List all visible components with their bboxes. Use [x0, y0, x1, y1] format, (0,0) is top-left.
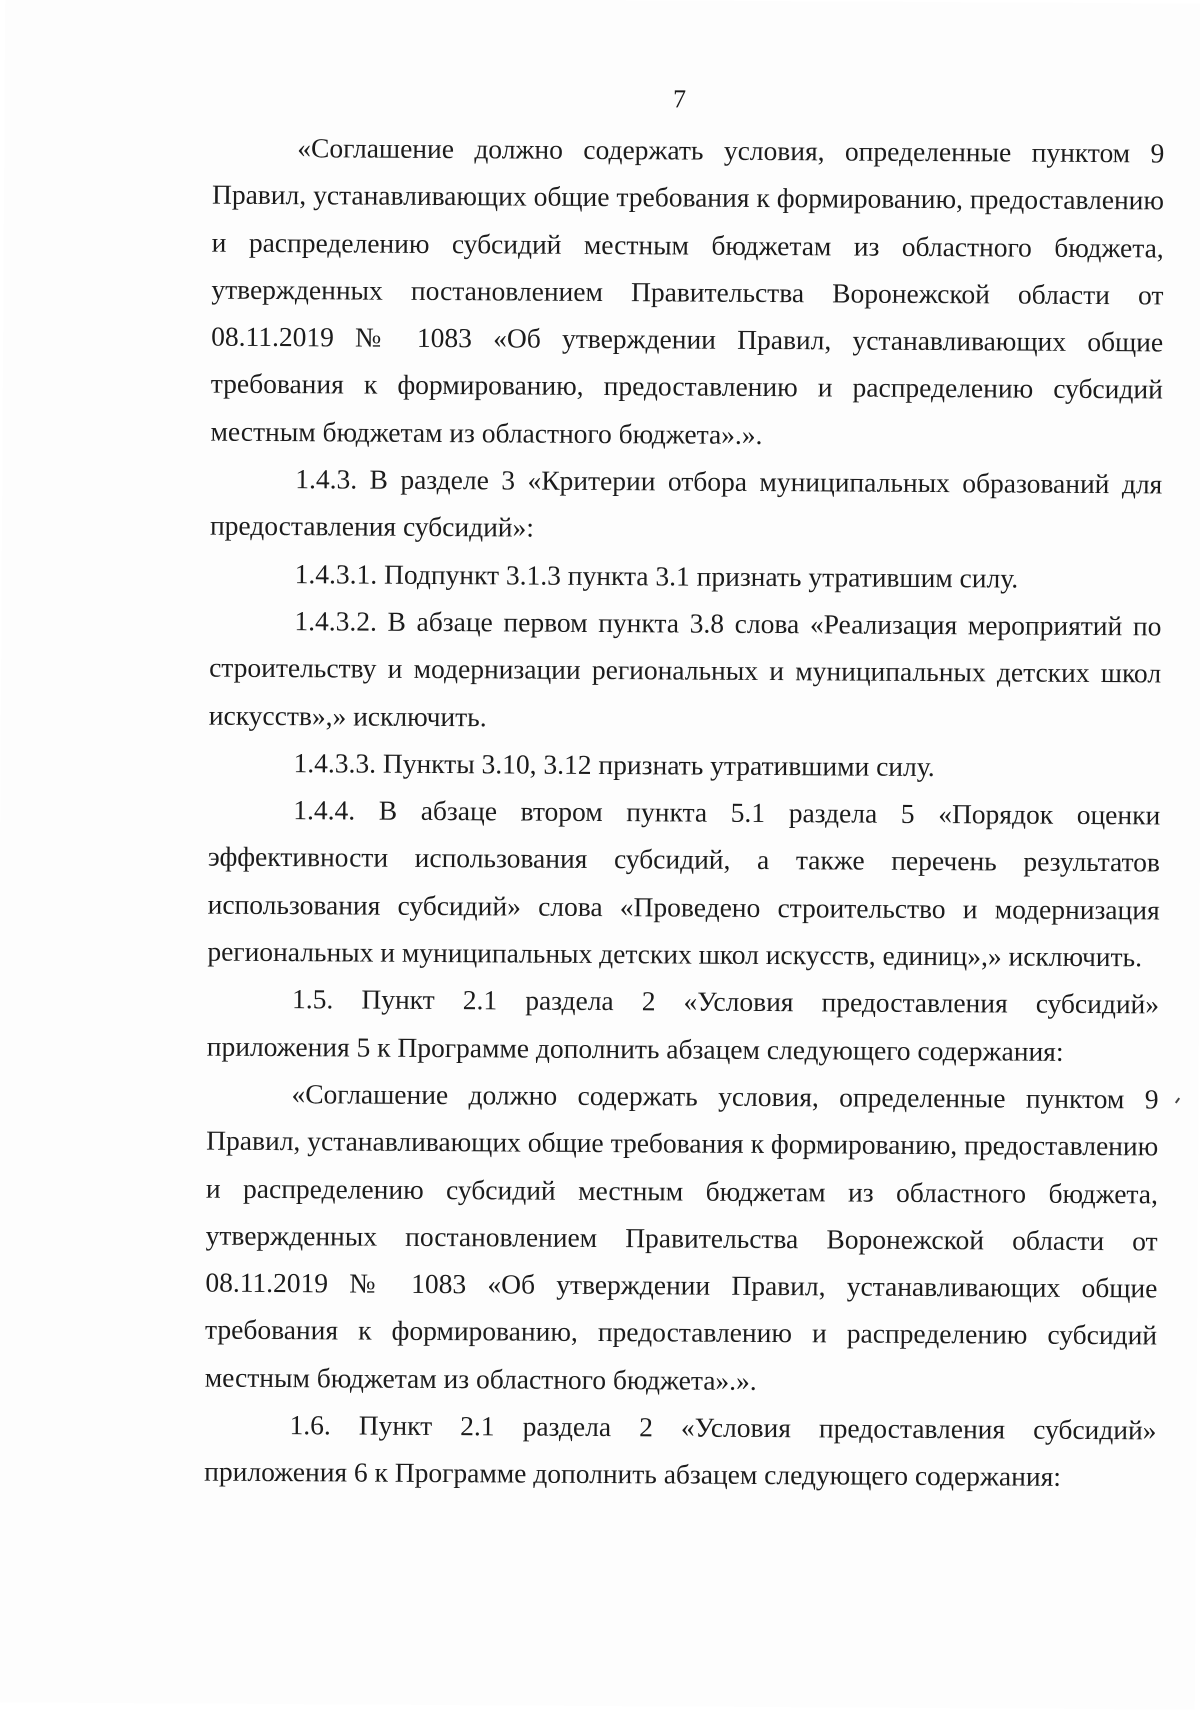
paragraph-agreement-clause-1: «Соглашение должно содержать условия, определенные пунктом 9 Правил, устанавливающих общие требования к формированию, предоставлению и распределению субсидий местным бюджетам из областного бюджета, утвержденных постановлением Правительства Воронежской области от 08.11.2019 № 1083 «Об утверждении Правил, устанавливающих общие требования к формированию, предоставлению и распределению субсидий местным бюджетам из областного бюджета».».	[210, 132, 1165, 450]
paragraph-1-5: 1.5. Пункт 2.1 раздела 2 «Условия предоставления субсидий» приложения 5 к Программе дополнить абзацем следующего содержания:	[206, 983, 1160, 1067]
paragraph-1-4-3-2: 1.4.3.2. В абзаце первом пункта 3.8 слова «Реализация мероприятий по строительству и модернизации региональных и муниципальных детских школ искусств»,» исключить.	[208, 605, 1162, 732]
document-body	[204, 124, 1164, 1501]
paragraph-agreement-clause-2: «Соглашение должно содержать условия, определенные пунктом 9 Правил, устанавливающих общие требования к формированию, предоставлению и распределению субсидий местным бюджетам из областного бюджета, утвержденных постановлением Правительства Воронежской области от 08.11.2019 № 1083 «Об утверждении Правил, устанавливающих общие требования к формированию, предоставлению и распределению субсидий местным бюджетам из областного бюджета».».	[204, 1078, 1159, 1396]
paragraph-1-4-4: 1.4.4. В абзаце втором пункта 5.1 раздела 5 «Порядок оценки эффективности использования субсидий, а также перечень результатов использования субсидий» слова «Проведено строительство и модернизация региональных и муниципальных детских школ искусств, единиц»,» исключить.	[207, 794, 1161, 973]
page-number: 7	[673, 84, 687, 114]
paragraph-1-4-3: 1.4.3. В разделе 3 «Критерии отбора муниципальных образований для предоставления субсидий»:	[209, 463, 1163, 543]
paragraph-1-4-3-1: 1.4.3.1. Подпункт 3.1.3 пункта 3.1 признать утратившим силу.	[294, 557, 1019, 594]
paragraph-1-4-3-3: 1.4.3.3. Пункты 3.10, 3.12 признать утратившими силу.	[293, 746, 935, 782]
paragraph-1-6: 1.6. Пункт 2.1 раздела 2 «Условия предоставления субсидий» приложения 6 к Программе дополнить абзацем следующего содержания:	[204, 1409, 1157, 1493]
scan-speck-mark	[1175, 1098, 1180, 1104]
